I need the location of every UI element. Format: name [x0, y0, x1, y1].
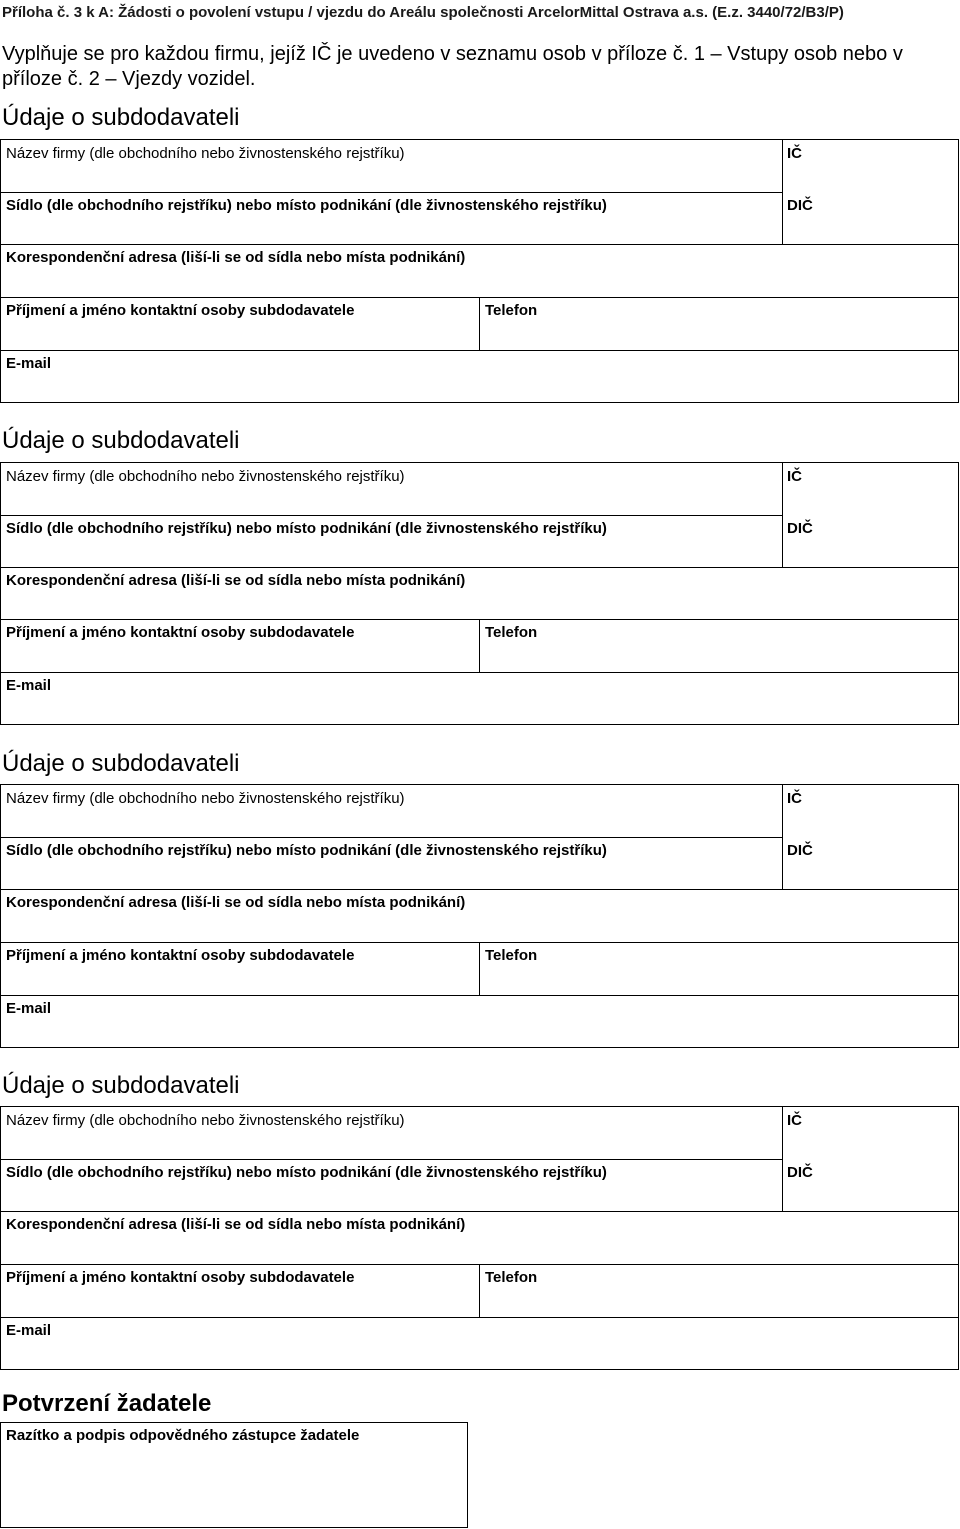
confirmation-title: Potvrzení žadatele [2, 1390, 212, 1417]
seat-field[interactable]: Sídlo (dle obchodního rejstříku) nebo místo podnikání (dle živnostenského rejstříku) [6, 197, 607, 214]
dic-field[interactable]: DIČ [787, 1164, 813, 1181]
stamp-signature-box[interactable] [0, 1422, 468, 1528]
section-title: Údaje o subdodavateli [2, 427, 240, 454]
correspondence-address-field[interactable]: Korespondenční adresa (liší-li se od sídla nebo místa podnikání) [6, 572, 466, 589]
dic-field[interactable]: DIČ [787, 197, 813, 214]
correspondence-address-field[interactable]: Korespondenční adresa (liší-li se od sídla nebo místa podnikání) [6, 894, 466, 911]
dic-field[interactable]: DIČ [787, 842, 813, 859]
phone-field[interactable]: Telefon [485, 302, 538, 319]
seat-field[interactable]: Sídlo (dle obchodního rejstříku) nebo místo podnikání (dle živnostenského rejstříku) [6, 1164, 607, 1181]
email-field[interactable]: E-mail [6, 677, 52, 694]
ic-field[interactable]: IČ [787, 1112, 802, 1129]
email-field[interactable]: E-mail [6, 1322, 52, 1339]
contact-person-field[interactable]: Příjmení a jméno kontaktní osoby subdodavatele [6, 302, 355, 319]
company-name-field[interactable]: Název firmy (dle obchodního nebo živnostenského rejstříku) [6, 790, 405, 807]
contact-person-field[interactable]: Příjmení a jméno kontaktní osoby subdodavatele [6, 947, 355, 964]
seat-field[interactable]: Sídlo (dle obchodního rejstříku) nebo místo podnikání (dle živnostenského rejstříku) [6, 520, 607, 537]
company-name-field[interactable]: Název firmy (dle obchodního nebo živnostenského rejstříku) [6, 1112, 405, 1129]
subcontractor-form [0, 139, 959, 403]
ic-field[interactable]: IČ [787, 790, 802, 807]
contact-person-field[interactable]: Příjmení a jméno kontaktní osoby subdodavatele [6, 624, 355, 641]
phone-field[interactable]: Telefon [485, 1269, 538, 1286]
correspondence-address-field[interactable]: Korespondenční adresa (liší-li se od sídla nebo místa podnikání) [6, 249, 466, 266]
subcontractor-form [0, 1106, 959, 1370]
company-name-field[interactable]: Název firmy (dle obchodního nebo živnostenského rejstříku) [6, 145, 405, 162]
email-field[interactable]: E-mail [6, 355, 52, 372]
company-name-field[interactable]: Název firmy (dle obchodního nebo živnostenského rejstříku) [6, 468, 405, 485]
correspondence-address-field[interactable]: Korespondenční adresa (liší-li se od sídla nebo místa podnikání) [6, 1216, 466, 1233]
ic-field[interactable]: IČ [787, 468, 802, 485]
phone-field[interactable]: Telefon [485, 947, 538, 964]
section-title: Údaje o subdodavateli [2, 104, 240, 131]
contact-person-field[interactable]: Příjmení a jméno kontaktní osoby subdodavatele [6, 1269, 355, 1286]
ic-field[interactable]: IČ [787, 145, 802, 162]
email-field[interactable]: E-mail [6, 1000, 52, 1017]
section-title: Údaje o subdodavateli [2, 1072, 240, 1099]
seat-field[interactable]: Sídlo (dle obchodního rejstříku) nebo místo podnikání (dle živnostenského rejstříku) [6, 842, 607, 859]
subcontractor-form [0, 784, 959, 1048]
phone-field[interactable]: Telefon [485, 624, 538, 641]
page-header: Příloha č. 3 k A: Žádosti o povolení vstupu / vjezdu do Areálu společnosti ArcelorMittal Ostrava a.s. (E.z. 3440/72/B3/P) [2, 4, 844, 21]
stamp-signature-label: Razítko a podpis odpovědného zástupce žadatele [6, 1427, 360, 1444]
subcontractor-form [0, 462, 959, 725]
section-title: Údaje o subdodavateli [2, 750, 240, 777]
intro-text: Vyplňuje se pro každou firmu, jejíž IČ je uvedeno v seznamu osob v příloze č. 1 – Vstupy osob nebo v příloze č. 2 – Vjezdy vozidel. [2, 43, 903, 90]
dic-field[interactable]: DIČ [787, 520, 813, 537]
